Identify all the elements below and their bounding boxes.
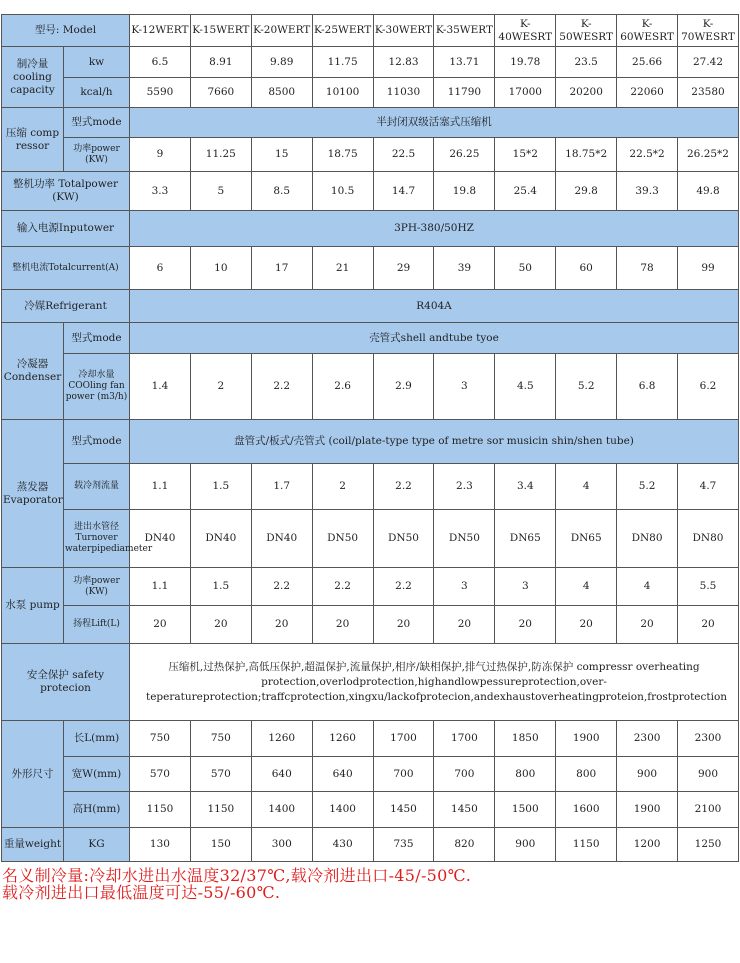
condenser-fan-cell: 2.2 (251, 354, 312, 420)
cooling-kcal-cell: 11030 (373, 78, 434, 108)
height-cell: 1400 (312, 792, 373, 828)
height-cell: 1150 (190, 792, 251, 828)
pump-lift-cell: 20 (190, 606, 251, 644)
weight-cell: 150 (190, 828, 251, 862)
condenser-fan-cell: 5.2 (556, 354, 617, 420)
cooling-kw-cell: 27.42 (678, 47, 739, 78)
condenser-fan-cell: 3 (434, 354, 495, 420)
evaporator-flow-cell: 4.7 (678, 464, 739, 510)
cooling-kw-cell: 23.5 (556, 47, 617, 78)
evaporator-flow-cell: 1.7 (251, 464, 312, 510)
evaporator-flow-row (2, 464, 739, 510)
pump-label: 水泵 pump (2, 568, 64, 644)
weight-cell: 1250 (678, 828, 739, 862)
safety-label: 安全保护 safety protecion (2, 644, 130, 721)
compressor-power-cell: 15 (251, 138, 312, 172)
length-cell: 1260 (251, 721, 312, 757)
model-cell: K-12WERT (130, 15, 191, 47)
height-cell: 1150 (130, 792, 191, 828)
total-power-cell: 8.5 (251, 172, 312, 211)
total-current-cell: 10 (190, 247, 251, 290)
total-power-cell: 19.8 (434, 172, 495, 211)
cooling-kw-cell: 25.66 (617, 47, 678, 78)
evaporator-flow-cell: 5.2 (617, 464, 678, 510)
evaporator-flow-cell: 1.1 (130, 464, 191, 510)
evaporator-pipe-cell: DN40 (190, 510, 251, 568)
total-power-cell: 14.7 (373, 172, 434, 211)
pump-power-cell: 1.5 (190, 568, 251, 606)
total-power-label: 整机功率 Totalpower (KW) (2, 172, 130, 211)
cooling-kcal-cell: 17000 (495, 78, 556, 108)
pump-power-cell: 2.2 (373, 568, 434, 606)
condenser-fan-cell: 2.6 (312, 354, 373, 420)
total-power-row (2, 172, 739, 211)
evaporator-pipe-cell: DN65 (556, 510, 617, 568)
condenser-label: 冷凝器 Condenser (2, 323, 64, 420)
height-cell: 2100 (678, 792, 739, 828)
compressor-power-cell: 22.5*2 (617, 138, 678, 172)
total-current-cell: 60 (556, 247, 617, 290)
refrigerant-value: R404A (130, 290, 739, 323)
total-current-cell: 17 (251, 247, 312, 290)
weight-cell: 1200 (617, 828, 678, 862)
condenser-fan-cell: 4.5 (495, 354, 556, 420)
total-current-cell: 39 (434, 247, 495, 290)
width-cell: 800 (556, 757, 617, 792)
cooling-kcal-unit: kcal/h (64, 78, 130, 108)
width-cell: 700 (434, 757, 495, 792)
cooling-kcal-cell: 7660 (190, 78, 251, 108)
cooling-kcal-cell: 22060 (617, 78, 678, 108)
compressor-power-cell: 26.25 (434, 138, 495, 172)
width-cell: 900 (617, 757, 678, 792)
evaporator-pipe-label: 进出水管径 Turnover waterpipediameter (64, 510, 130, 568)
width-cell: 570 (190, 757, 251, 792)
compressor-power-cell: 11.25 (190, 138, 251, 172)
width-cell: 900 (678, 757, 739, 792)
total-power-cell: 29.8 (556, 172, 617, 211)
condenser-fan-label: 冷却水量 COOling fan power (m3/h) (64, 354, 130, 420)
evaporator-type-row (2, 420, 739, 464)
pump-power-cell: 5.5 (678, 568, 739, 606)
length-cell: 2300 (678, 721, 739, 757)
compressor-power-cell: 22.5 (373, 138, 434, 172)
width-cell: 570 (130, 757, 191, 792)
spec-table (1, 14, 739, 862)
condenser-fan-cell: 6.2 (678, 354, 739, 420)
model-cell: K-35WERT (434, 15, 495, 47)
height-cell: 1600 (556, 792, 617, 828)
compressor-type-value: 半封闭双级活塞式压缩机 (130, 108, 739, 138)
evaporator-pipe-cell: DN65 (495, 510, 556, 568)
condenser-fan-cell: 2.9 (373, 354, 434, 420)
length-label: 长L(mm) (64, 721, 130, 757)
condenser-fan-cell: 6.8 (617, 354, 678, 420)
model-row (2, 15, 739, 47)
condenser-type-label: 型式mode (64, 323, 130, 354)
pump-lift-cell: 20 (678, 606, 739, 644)
evaporator-flow-cell: 3.4 (495, 464, 556, 510)
total-current-row (2, 247, 739, 290)
cooling-kw-row (2, 47, 739, 78)
pump-power-cell: 4 (556, 568, 617, 606)
evaporator-pipe-cell: DN80 (617, 510, 678, 568)
length-cell: 2300 (617, 721, 678, 757)
pump-power-cell: 2.2 (312, 568, 373, 606)
pump-power-label: 功率power (KW) (64, 568, 130, 606)
weight-row (2, 828, 739, 862)
compressor-label: 压缩 comp ressor (2, 108, 64, 172)
width-cell: 640 (251, 757, 312, 792)
evaporator-pipe-cell: DN80 (678, 510, 739, 568)
evaporator-flow-cell: 1.5 (190, 464, 251, 510)
cooling-kcal-cell: 11790 (434, 78, 495, 108)
cooling-kcal-cell: 23580 (678, 78, 739, 108)
weight-unit: KG (64, 828, 130, 862)
cooling-kw-cell: 13.71 (434, 47, 495, 78)
cooling-kw-cell: 12.83 (373, 47, 434, 78)
compressor-power-cell: 18.75 (312, 138, 373, 172)
pump-lift-label: 扬程Lift(L) (64, 606, 130, 644)
compressor-type-label: 型式mode (64, 108, 130, 138)
cooling-kcal-cell: 10100 (312, 78, 373, 108)
total-power-cell: 25.4 (495, 172, 556, 211)
total-current-cell: 50 (495, 247, 556, 290)
length-cell: 750 (130, 721, 191, 757)
pump-lift-cell: 20 (495, 606, 556, 644)
evaporator-pipe-cell: DN40 (130, 510, 191, 568)
weight-cell: 130 (130, 828, 191, 862)
pump-lift-cell: 20 (373, 606, 434, 644)
height-cell: 1450 (434, 792, 495, 828)
evaporator-pipe-cell: DN50 (312, 510, 373, 568)
total-current-cell: 29 (373, 247, 434, 290)
refrigerant-label: 冷媒Refrigerant (2, 290, 130, 323)
model-cell: K-15WERT (190, 15, 251, 47)
length-cell: 1700 (373, 721, 434, 757)
weight-cell: 900 (495, 828, 556, 862)
width-cell: 700 (373, 757, 434, 792)
pump-power-cell: 2.2 (251, 568, 312, 606)
evaporator-pipe-row (2, 510, 739, 568)
cooling-kcal-row (2, 78, 739, 108)
length-cell: 1260 (312, 721, 373, 757)
evaporator-pipe-cell: DN50 (373, 510, 434, 568)
height-cell: 1500 (495, 792, 556, 828)
total-current-label: 整机电流Totalcurrent(A) (2, 247, 130, 290)
weight-cell: 1150 (556, 828, 617, 862)
height-cell: 1400 (251, 792, 312, 828)
weight-cell: 430 (312, 828, 373, 862)
length-row (2, 721, 739, 757)
cooling-kw-cell: 11.75 (312, 47, 373, 78)
height-label: 高H(mm) (64, 792, 130, 828)
compressor-power-cell: 9 (130, 138, 191, 172)
evaporator-type-label: 型式mode (64, 420, 130, 464)
model-cell: K-25WERT (312, 15, 373, 47)
cooling-kw-cell: 8.91 (190, 47, 251, 78)
cooling-kw-cell: 6.5 (130, 47, 191, 78)
weight-label: 重量weight (2, 828, 64, 862)
pump-lift-cell: 20 (312, 606, 373, 644)
safety-value: 压缩机,过热保护,高低压保护,超温保护,流量保护,相序/缺相保护,排气过热保护,防冻保护 compressr overheating protection,overlodprotection,highandlowpessureprotection,over-teperatureprotection;traffcprotection,xingxu/lackofprotecion,andexhaustoverheatingproteion,frostprotection (130, 644, 739, 721)
width-row (2, 757, 739, 792)
pump-power-cell: 3 (434, 568, 495, 606)
compressor-power-cell: 15*2 (495, 138, 556, 172)
refrigerant-row (2, 290, 739, 323)
height-cell: 1450 (373, 792, 434, 828)
total-current-cell: 78 (617, 247, 678, 290)
pump-power-cell: 3 (495, 568, 556, 606)
compressor-power-cell: 18.75*2 (556, 138, 617, 172)
weight-cell: 820 (434, 828, 495, 862)
pump-power-cell: 1.1 (130, 568, 191, 606)
evaporator-flow-label: 载冷剂流量 (64, 464, 130, 510)
dimensions-label: 外形尺寸 (2, 721, 64, 828)
length-cell: 1900 (556, 721, 617, 757)
model-cell: K-20WERT (251, 15, 312, 47)
evaporator-pipe-cell: DN40 (251, 510, 312, 568)
total-power-cell: 49.8 (678, 172, 739, 211)
evaporator-type-value: 盘管式/板式/壳管式 (coil/plate-type type of metre sor musicin shin/shen tube) (130, 420, 739, 464)
pump-lift-cell: 20 (434, 606, 495, 644)
input-power-label: 输入电源Inputower (2, 211, 130, 247)
cooling-label: 制冷量 cooling capacity (2, 47, 64, 108)
cooling-kcal-cell: 20200 (556, 78, 617, 108)
model-cell: K-60WESRT (617, 15, 678, 47)
cooling-kw-cell: 9.89 (251, 47, 312, 78)
width-label: 宽W(mm) (64, 757, 130, 792)
model-cell: K-70WESRT (678, 15, 739, 47)
width-cell: 640 (312, 757, 373, 792)
pump-power-cell: 4 (617, 568, 678, 606)
compressor-power-row (2, 138, 739, 172)
total-power-cell: 3.3 (130, 172, 191, 211)
evaporator-pipe-cell: DN50 (434, 510, 495, 568)
condenser-fan-row (2, 354, 739, 420)
pump-lift-cell: 20 (251, 606, 312, 644)
condenser-fan-cell: 2 (190, 354, 251, 420)
compressor-type-row (2, 108, 739, 138)
height-cell: 1900 (617, 792, 678, 828)
model-label: 型号: Model (2, 15, 130, 47)
compressor-power-cell: 26.25*2 (678, 138, 739, 172)
length-cell: 1700 (434, 721, 495, 757)
evaporator-flow-cell: 4 (556, 464, 617, 510)
total-current-cell: 99 (678, 247, 739, 290)
condenser-type-row (2, 323, 739, 354)
evaporator-flow-cell: 2 (312, 464, 373, 510)
pump-lift-row (2, 606, 739, 644)
length-cell: 750 (190, 721, 251, 757)
pump-power-row (2, 568, 739, 606)
cooling-kw-unit: kw (64, 47, 130, 78)
width-cell: 800 (495, 757, 556, 792)
height-row (2, 792, 739, 828)
evaporator-flow-cell: 2.3 (434, 464, 495, 510)
pump-lift-cell: 20 (130, 606, 191, 644)
model-cell: K-50WESRT (556, 15, 617, 47)
condenser-fan-cell: 1.4 (130, 354, 191, 420)
weight-cell: 735 (373, 828, 434, 862)
compressor-power-label: 功率power (KW) (64, 138, 130, 172)
note-line-2: 载冷剂进出口最低温度可达-55/-60℃. (2, 883, 281, 902)
total-current-cell: 6 (130, 247, 191, 290)
cooling-kcal-cell: 5590 (130, 78, 191, 108)
cooling-kcal-cell: 8500 (251, 78, 312, 108)
note-line-1: 名义制冷量:冷却水进出水温度32/37℃,载冷剂进出口-45/-50℃. (2, 866, 472, 885)
pump-lift-cell: 20 (556, 606, 617, 644)
total-power-cell: 5 (190, 172, 251, 211)
length-cell: 1850 (495, 721, 556, 757)
total-current-cell: 21 (312, 247, 373, 290)
model-cell: K-30WERT (373, 15, 434, 47)
evaporator-flow-cell: 2.2 (373, 464, 434, 510)
total-power-cell: 39.3 (617, 172, 678, 211)
condenser-type-value: 壳管式shell andtube tyoe (130, 323, 739, 354)
pump-lift-cell: 20 (617, 606, 678, 644)
input-power-value: 3PH-380/50HZ (130, 211, 739, 247)
safety-row (2, 644, 739, 721)
total-power-cell: 10.5 (312, 172, 373, 211)
model-cell: K-40WESRT (495, 15, 556, 47)
input-power-row (2, 211, 739, 247)
evaporator-label: 蒸发器 Evaporator (2, 420, 64, 568)
cooling-kw-cell: 19.78 (495, 47, 556, 78)
weight-cell: 300 (251, 828, 312, 862)
